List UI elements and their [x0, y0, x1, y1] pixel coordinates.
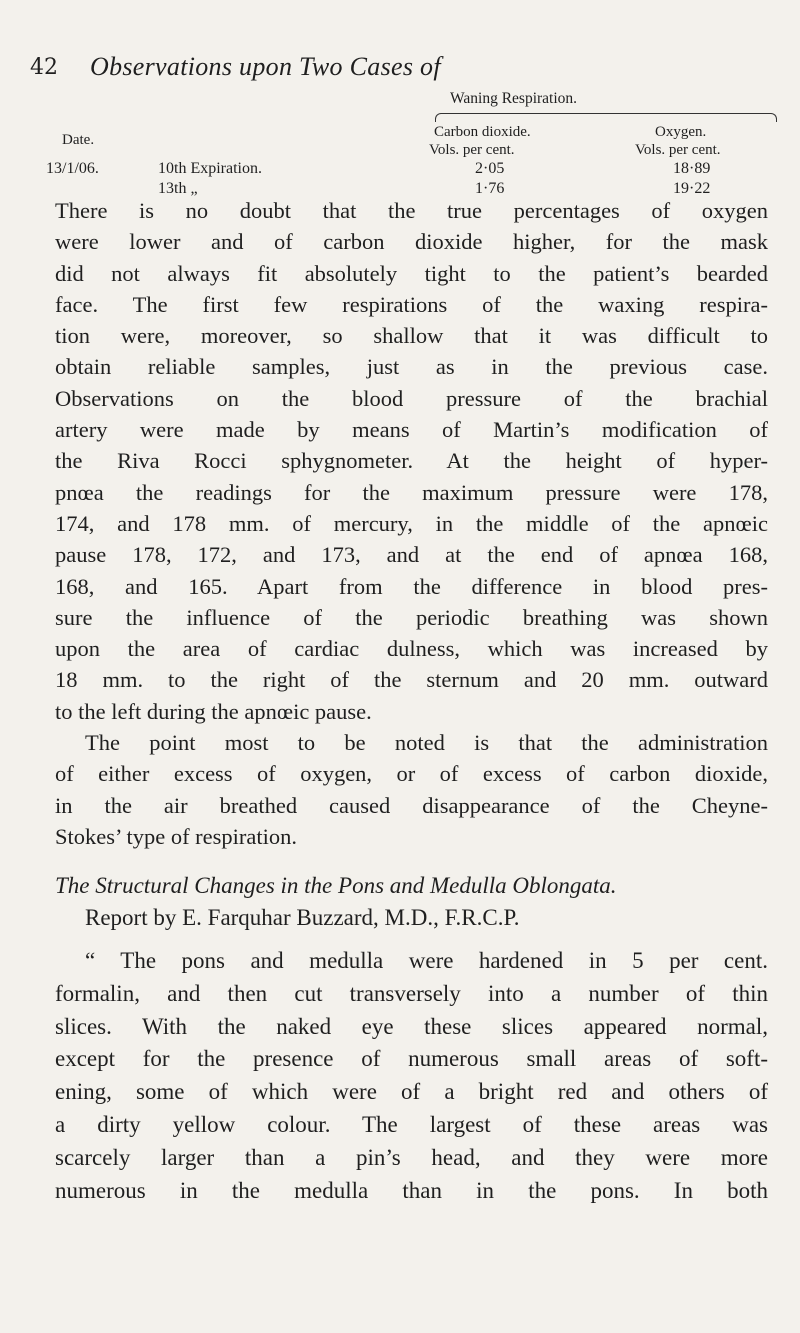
- text-line: The point most to be noted is that the administration: [85, 730, 768, 756]
- running-title: Observations upon Two Cases of: [90, 52, 441, 81]
- table-brace: [435, 113, 777, 122]
- text-line: pnœa the readings for the maximum pressure were 178,: [55, 479, 768, 505]
- text-line: 174, and 178 mm. of mercury, in the middle of the apnœic: [55, 510, 768, 536]
- col-o2-unit: Vols. per cent.: [635, 142, 721, 158]
- body-paragraph-1: [55, 195, 768, 852]
- text-line: There is no doubt that the true percentages of oxygen: [55, 198, 768, 223]
- col-co2-unit: Vols. per cent.: [429, 142, 515, 158]
- text-line: 168, and 165. Apart from the difference in blood pres-: [55, 573, 768, 599]
- row-1-o2: 18·89: [673, 160, 711, 177]
- table-group-heading: Waning Respiration.: [450, 90, 578, 107]
- report-author: Report by E. Farquhar Buzzard, M.D., F.R.C.P.: [85, 905, 520, 930]
- text-line: of either excess of oxygen, or of excess of carbon dioxide,: [55, 761, 768, 787]
- section-title: The Structural Changes in the Pons and Medulla Oblongata.: [55, 873, 617, 898]
- col-co2-header: Carbon dioxide.: [434, 124, 531, 140]
- text-line: were lower and of carbon dioxide higher, for the mask: [55, 229, 768, 255]
- text-line: the Riva Rocci sphygnometer. At the height of hyper-: [55, 448, 768, 474]
- text-line: a dirty yellow colour. The largest of these areas was: [55, 1111, 768, 1137]
- text-line: formalin, and then cut transversely into a number of thin: [55, 980, 768, 1006]
- text-line: 18 mm. to the right of the sternum and 20 mm. outward: [55, 667, 768, 693]
- text-line: sure the influence of the periodic breathing was shown: [55, 604, 768, 630]
- text-line: face. The first few respirations of the waxing respira-: [55, 291, 768, 317]
- text-line: Observations on the blood pressure of the brachial: [55, 385, 768, 411]
- text-line: Stokes’ type of respiration.: [55, 823, 298, 849]
- row-1-label: 10th Expiration.: [158, 160, 262, 177]
- col-o2-header: Oxygen.: [655, 124, 707, 140]
- section-heading: [55, 870, 768, 934]
- row-2-co2: 1·76: [475, 180, 505, 197]
- row-1-co2: 2·05: [475, 160, 505, 177]
- row-2-label: 13th „: [158, 180, 198, 197]
- text-line: to the left during the apnœic pause.: [55, 698, 372, 724]
- text-line: ening, some of which were of a bright red and others of: [55, 1079, 768, 1105]
- text-line: pause 178, 172, and 173, and at the end of apnœa 168,: [55, 542, 768, 568]
- page-number: 42: [30, 55, 58, 80]
- col-date-header: Date.: [62, 132, 95, 148]
- row-1-date: 13/1/06.: [46, 160, 99, 177]
- text-line: obtain reliable samples, just as in the previous case.: [55, 354, 768, 380]
- text-line: tion were, moreover, so shallow that it was difficult to: [55, 323, 768, 349]
- text-line: in the air breathed caused disappearance of the Cheyne-: [55, 792, 768, 818]
- text-line: upon the area of cardiac dulness, which was increased by: [55, 636, 768, 662]
- text-line: scarcely larger than a pin’s head, and they were more: [55, 1144, 768, 1170]
- text-line: did not always fit absolutely tight to the patient’s bearded: [55, 260, 768, 286]
- text-line: except for the presence of numerous small areas of soft-: [55, 1046, 768, 1072]
- text-line: “ The pons and medulla were hardened in 5 per cent.: [85, 948, 768, 973]
- text-line: slices. With the naked eye these slices appeared normal,: [55, 1013, 768, 1039]
- body-paragraph-2: [55, 945, 768, 1207]
- text-line: artery were made by means of Martin’s modification of: [55, 417, 768, 443]
- row-2-o2: 19·22: [673, 180, 711, 197]
- text-line: numerous in the medulla than in the pons. In both: [55, 1177, 768, 1203]
